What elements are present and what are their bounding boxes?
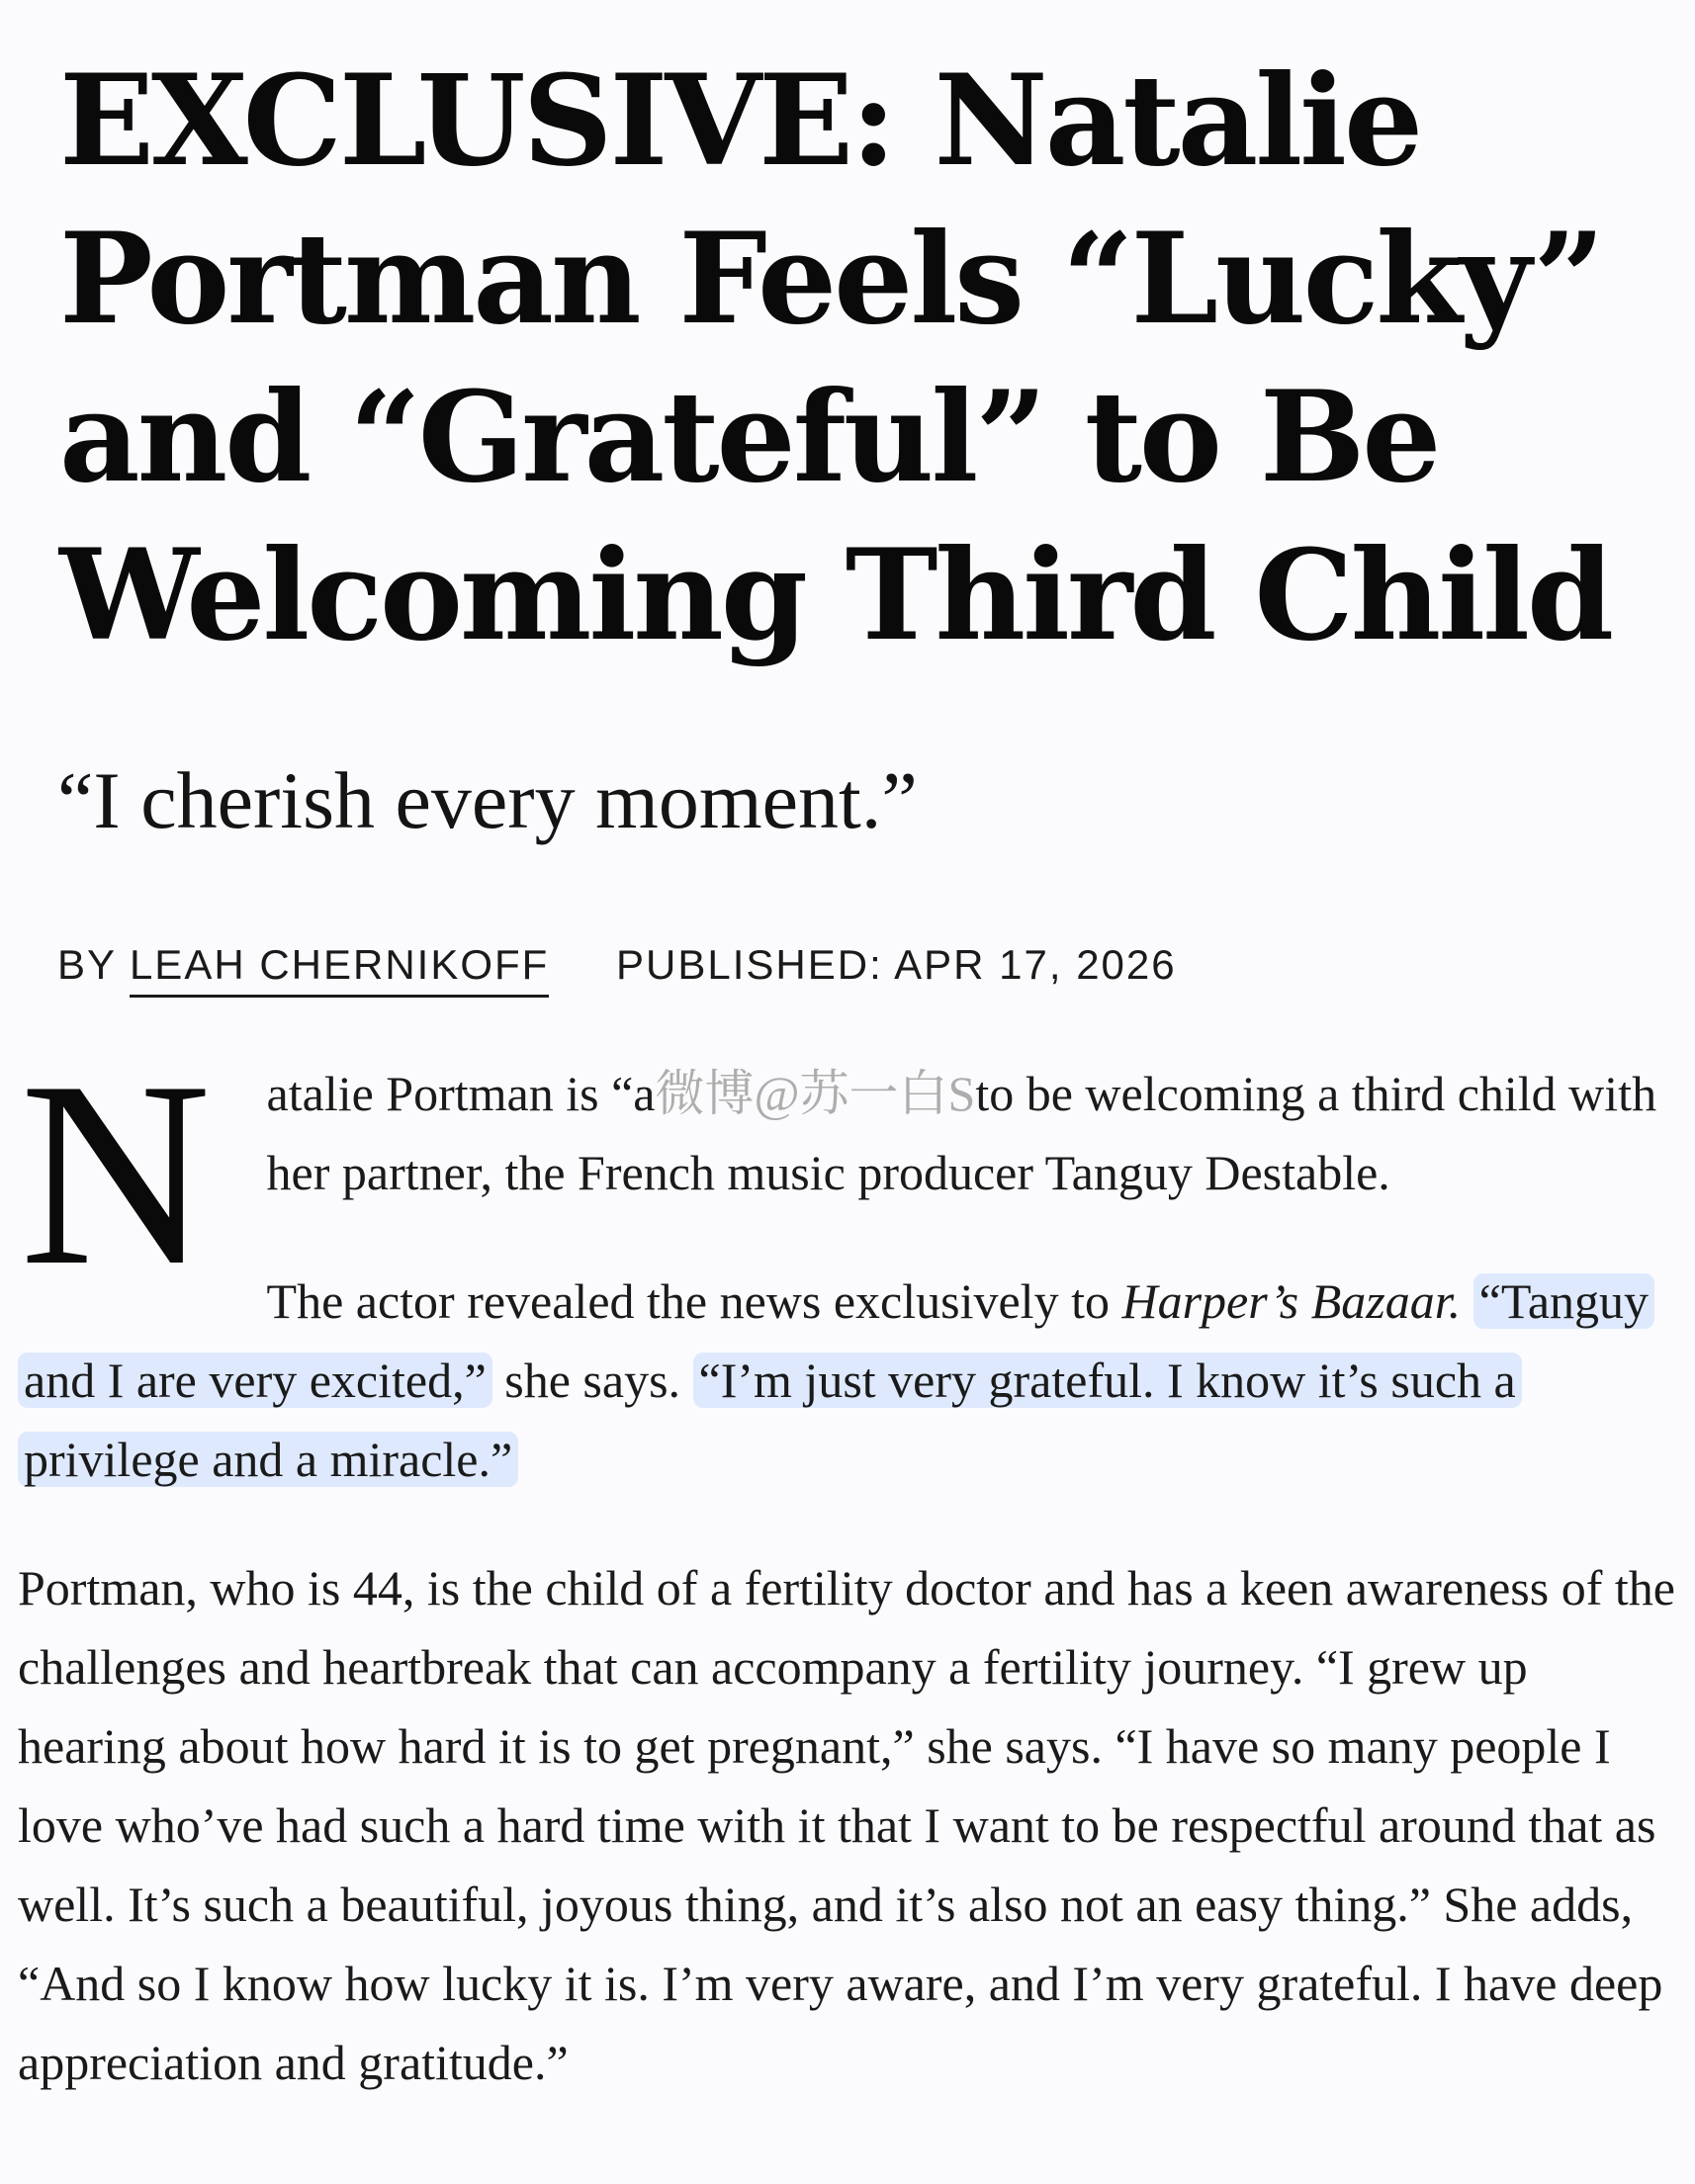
paragraph bbox=[18, 1262, 1679, 1499]
publish-date: PUBLISHED: APR 17, 2026 bbox=[616, 941, 1177, 988]
highlighted-quote: “I’m just very grateful. I know it’s such a privilege and a miracle.” bbox=[18, 1353, 1522, 1487]
watermark: 微博@苏一白S bbox=[655, 1066, 976, 1121]
paragraph bbox=[18, 1054, 1679, 1212]
drop-cap: N bbox=[20, 1026, 212, 1320]
article-body bbox=[18, 1026, 1679, 2102]
article-dek: “I cherish every moment.” bbox=[57, 755, 918, 845]
byline-prefix: BY bbox=[57, 941, 117, 988]
paragraph: Portman, who is 44, is the child of a fertility doctor and has a keen awareness of the challenges and heartbreak that can accompany a fertility journey. “I grew up hearing about how hard it is to get pregnant,” she says. “I have so many people I love who’ve had such a hard time with it that I want to be respectful around that as well. It’s such a beautiful, joyous thing, and it’s also not an easy thing.” She adds, “And so I know how lucky it is. I’m very aware, and I’m very grateful. I have deep appreciation and gratitude.” bbox=[18, 1560, 1675, 2090]
paragraph-text: atalie Portman is “a bbox=[266, 1066, 656, 1121]
publication-name: Harper’s Bazaar. bbox=[1121, 1273, 1462, 1329]
paragraph-text: The actor revealed the news exclusively to bbox=[266, 1273, 1122, 1329]
byline bbox=[57, 941, 1177, 998]
paragraph-text: to be welcoming a third child with her partner, the French music producer Tanguy Destable. bbox=[266, 1066, 1657, 1200]
highlighted-quote: “Tanguy and I are very excited,” bbox=[18, 1273, 1654, 1408]
article-headline: EXCLUSIVE: Natalie Portman Feels “Lucky” and “Grateful” to Be Welcoming Third Child bbox=[59, 47, 1612, 668]
author-link[interactable]: LEAH CHERNIKOFF bbox=[130, 941, 549, 998]
paragraph-text: she says. bbox=[491, 1353, 693, 1408]
